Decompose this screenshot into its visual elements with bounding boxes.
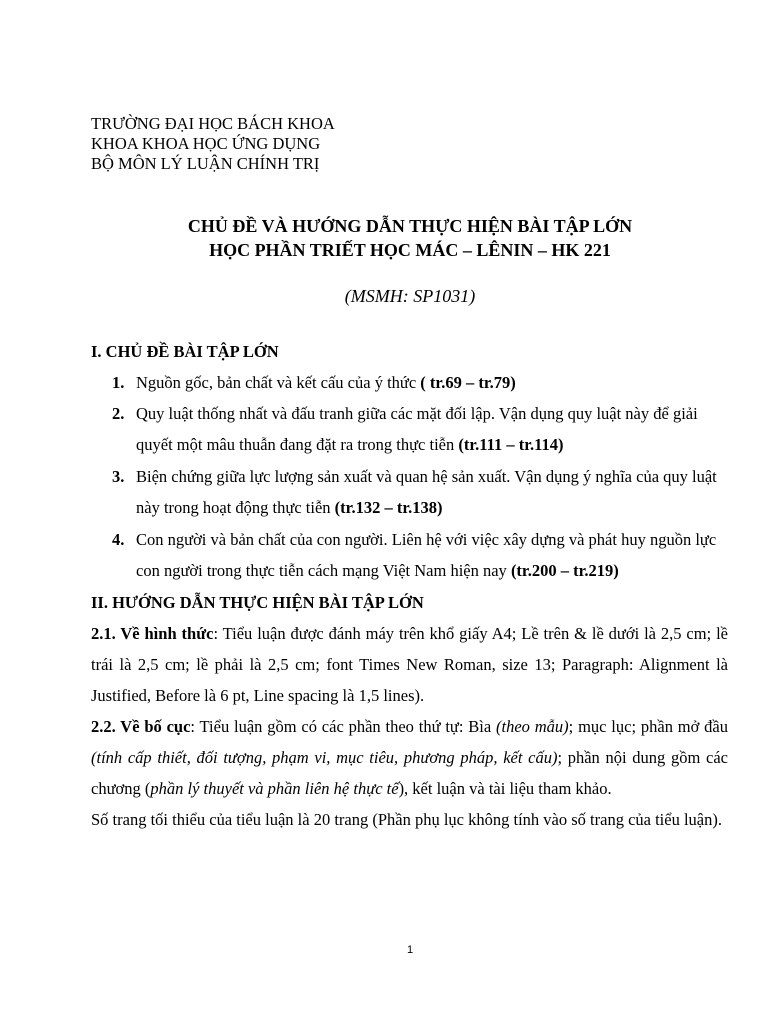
course-code: (MSMH: SP1031) xyxy=(344,286,476,306)
paragraph-text: ; phần nội dung gồm các chương ( xyxy=(91,748,728,798)
paragraph-italic: (theo mẫu) xyxy=(496,717,569,736)
list-item-page-ref: ( tr.69 – tr.79) xyxy=(420,373,516,392)
document-title-line1: CHỦ ĐỀ VÀ HƯỚNG DẪN THỰC HIỆN BÀI TẬP LỚN xyxy=(187,216,633,236)
list-item xyxy=(112,524,732,586)
list-item-text: Quy luật thống nhất và đấu tranh giữa các mặt đối lập. Vận dụng quy luật này để giải quyết một mâu thuẫn đang đặt ra trong thực tiễn xyxy=(136,404,698,454)
document-title-line2: HỌC PHẦN TRIẾT HỌC MÁC – LÊNIN – HK 221 xyxy=(209,240,611,260)
section-heading-guidelines: II. HƯỚNG DẪN THỰC HIỆN BÀI TẬP LỚN xyxy=(91,593,424,612)
list-item-text: Con người và bản chất của con người. Liên hệ với việc xây dựng và phát huy nguồn lực con người trong thực tiễn cách mạng Việt Nam hiện nay xyxy=(136,530,717,580)
list-item xyxy=(112,367,732,398)
list-item-number: 4. xyxy=(112,530,125,549)
paragraph-page-count: Số trang tối thiểu của tiểu luận là 20 trang (Phần phụ lục không tính vào số trang của tiểu luận). xyxy=(91,810,722,829)
list-item-text: Nguồn gốc, bản chất và kết cấu của ý thức xyxy=(136,373,421,392)
paragraph-text: ), kết luận và tài liệu tham khảo. xyxy=(398,779,612,798)
page-number: 1 xyxy=(406,944,414,956)
list-item-text: Biện chứng giữa lực lượng sản xuất và quan hệ sản xuất. Vận dụng ý nghĩa của quy luật này trong hoạt động thực tiễn xyxy=(136,467,717,517)
list-item-page-ref: (tr.111 – tr.114) xyxy=(458,435,564,454)
list-item-page-ref: (tr.200 – tr.219) xyxy=(510,561,619,580)
section-heading-topics: I. CHỦ ĐỀ BÀI TẬP LỚN xyxy=(91,342,279,361)
paragraph-structure xyxy=(91,711,728,804)
department-name: BỘ MÔN LÝ LUẬN CHÍNH TRỊ xyxy=(91,154,320,173)
paragraph-text: : Tiểu luận gồm có các phần theo thứ tự: Bìa xyxy=(190,717,497,736)
list-item-number: 2. xyxy=(112,404,125,423)
list-item xyxy=(112,461,732,523)
paragraph-text: ; mục lục; phần mở đầu xyxy=(568,717,728,736)
paragraph-italic: (tính cấp thiết, đối tượng, phạm vi, mục tiêu, phương pháp, kết cấu) xyxy=(91,748,558,767)
list-item xyxy=(112,398,732,460)
paragraph-text: : Tiểu luận được đánh máy trên khổ giấy A4; Lề trên & lề dưới là 2,5 cm; lề trái là 2,5 cm; lề phải là 2,5 cm; font Times New Roman, size 13; Paragraph: Alignment là Justified, Before là 6 pt, Line spacing là 1,5 lines). xyxy=(91,624,728,705)
list-item-number: 1. xyxy=(112,373,125,392)
paragraph-italic: phần lý thuyết và phần liên hệ thực tế xyxy=(150,779,399,798)
university-name: TRƯỜNG ĐẠI HỌC BÁCH KHOA xyxy=(91,114,335,133)
faculty-name: KHOA KHOA HỌC ỨNG DỤNG xyxy=(91,134,321,153)
paragraph-format xyxy=(91,618,728,711)
list-item-number: 3. xyxy=(112,467,125,486)
list-item-page-ref: (tr.132 – tr.138) xyxy=(334,498,443,517)
institution-header xyxy=(91,114,335,174)
paragraph-label: 2.2. Về bố cục xyxy=(91,717,191,736)
paragraph-label: 2.1. Về hình thức xyxy=(91,624,214,643)
